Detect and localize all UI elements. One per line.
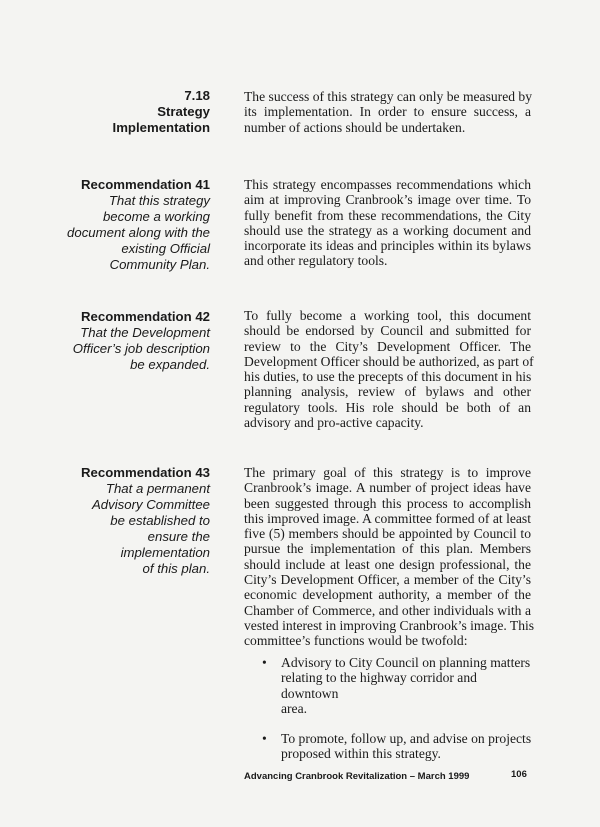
paragraph-line: review to the City’s Development Officer. The — [244, 338, 531, 354]
paragraph-line: The success of this strategy can only be measured by — [244, 89, 533, 104]
paragraph-line: its implementation. In order to ensure success, a — [244, 104, 531, 120]
bullet-icon: • — [262, 731, 267, 747]
paragraph-line: To fully become a working tool, this document — [244, 308, 531, 323]
section-title-line: Implementation — [112, 120, 210, 135]
section-heading — [20, 88, 210, 136]
paragraph-line: This strategy encompasses recommendations which — [244, 177, 531, 192]
recommendation-subtitle-line: Community Plan. — [109, 257, 210, 272]
footer-title: Advancing Cranbrook Revitalization – March 1999 — [244, 771, 470, 782]
list-item-line: relating to the highway corridor and downtown — [281, 670, 477, 701]
committee-functions-list — [262, 655, 532, 777]
list-item-line: To promote, follow up, and advise on projects — [281, 731, 532, 747]
paragraph-line: should be endorsed by Council and submitted for — [244, 323, 531, 339]
recommendation-subtitle-line: Advisory Committee — [92, 497, 210, 512]
paragraph-line: and other regulatory tools. — [244, 253, 388, 269]
recommendation-subtitle-line: That the Development — [80, 325, 210, 340]
paragraph-line: fully benefit from these recommendations, the City — [244, 207, 531, 223]
recommendation-subtitle-line: of this plan. — [142, 561, 210, 576]
paragraph-line: pursue the implementation of this plan. Members — [244, 541, 531, 557]
paragraph-line: should use the strategy as a working document and — [244, 222, 531, 238]
recommendation-42-body — [244, 308, 534, 431]
section-number: 7.18 — [184, 88, 210, 103]
section-intro-paragraph — [244, 89, 531, 135]
list-item — [262, 655, 532, 716]
recommendation-subtitle-line: existing Official — [121, 241, 210, 256]
recommendation-subtitle-line: Officer’s job description — [72, 341, 210, 356]
paragraph-line: number of actions should be undertaken. — [244, 119, 466, 135]
recommendation-41-label — [20, 177, 210, 273]
paragraph-line: vested interest in improving Cranbrook’s image. This — [244, 617, 535, 633]
list-item-line: proposed within this strategy. — [281, 746, 441, 762]
paragraph-line: advisory and pro-active capacity. — [244, 415, 424, 431]
list-item — [262, 731, 532, 762]
recommendation-subtitle-line: be established to — [110, 513, 210, 528]
recommendation-heading: Recommendation 43 — [81, 465, 210, 480]
paragraph-line: The primary goal of this strategy is to improve — [244, 465, 531, 480]
paragraph-line: City’s Development Officer, a member of the City’s — [244, 572, 531, 588]
recommendation-subtitle-line: implementation — [120, 545, 210, 560]
paragraph-line: Development Officer should be authorized, as part of — [244, 353, 534, 369]
paragraph-line: Cranbrook’s image. A number of project ideas have — [244, 480, 531, 496]
page-number: 106 — [511, 769, 527, 780]
section-title-line: Strategy — [157, 104, 210, 119]
paragraph-line: regulatory tools. His role should be both of an — [244, 399, 531, 415]
list-item-line: area. — [281, 700, 308, 716]
paragraph-line: been suggested through this process to accomplish — [244, 495, 531, 511]
recommendation-heading: Recommendation 42 — [81, 309, 210, 324]
paragraph-line: economic development authority, a member of the — [244, 587, 531, 603]
recommendation-subtitle-line: ensure the — [147, 529, 210, 544]
bullet-icon: • — [262, 655, 267, 670]
recommendation-subtitle-line: be expanded. — [130, 357, 210, 372]
recommendation-41-body — [244, 177, 531, 269]
paragraph-line: aim at improving Cranbrook’s image over time. To — [244, 192, 531, 208]
paragraph-line: incorporate its ideas and principles within its bylaws — [244, 238, 531, 254]
paragraph-line: this improved image. A committee formed of at least — [244, 510, 531, 526]
recommendation-43-body — [244, 465, 535, 649]
recommendation-42-label — [20, 309, 210, 373]
recommendation-heading: Recommendation 41 — [81, 177, 210, 192]
list-item-line: Advisory to City Council on planning matters — [281, 655, 531, 670]
paragraph-line: Chamber of Commerce, and other individuals with a — [244, 602, 531, 618]
recommendation-subtitle-line: document along with the — [67, 225, 210, 240]
recommendation-subtitle-line: become a working — [102, 209, 210, 224]
paragraph-line: five (5) members should be appointed by Council to — [244, 526, 531, 542]
recommendation-43-label — [20, 465, 210, 577]
recommendation-subtitle-line: That a permanent — [105, 481, 210, 496]
paragraph-line: his duties, to use the precepts of this document in his — [244, 369, 532, 385]
paragraph-line: should include at least one design professional, the — [244, 556, 531, 572]
recommendation-subtitle-line: That this strategy — [108, 193, 210, 208]
paragraph-line: committee’s functions would be twofold: — [244, 633, 468, 649]
paragraph-line: planning analysis, review of bylaws and other — [244, 384, 531, 400]
